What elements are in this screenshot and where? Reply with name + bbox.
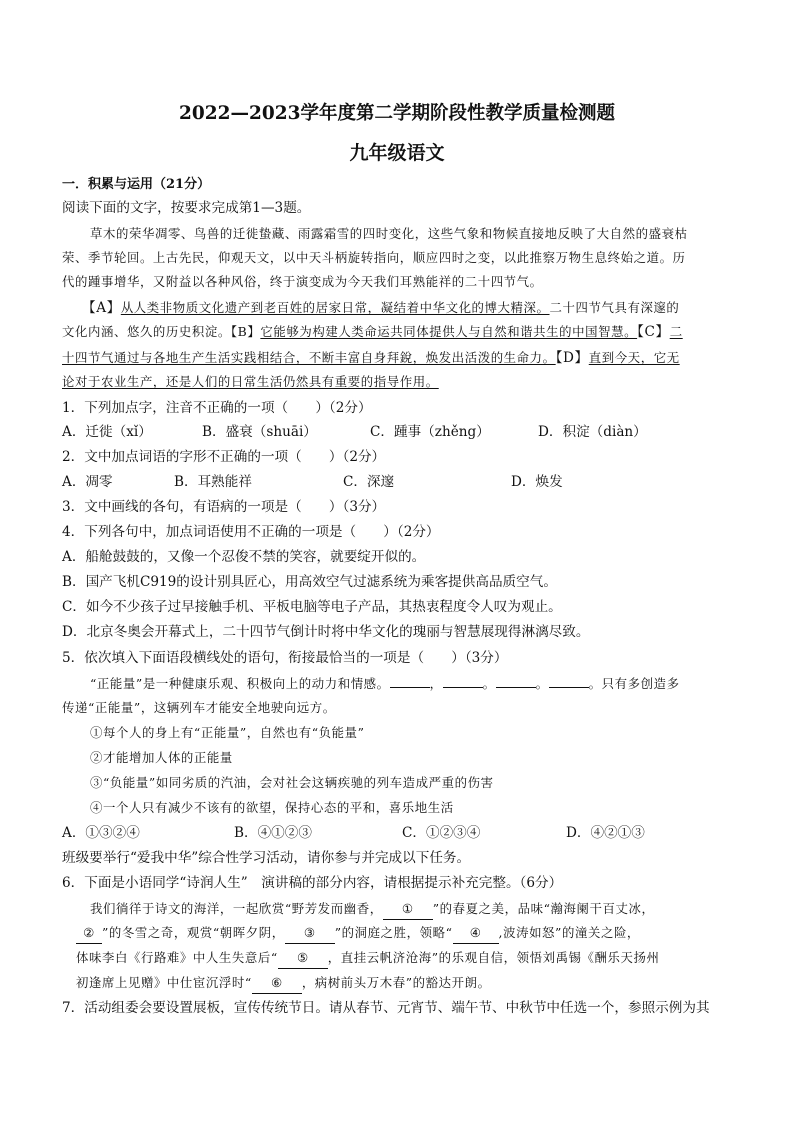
q5-sentence-2: ②才能增加人体的正能量 xyxy=(90,750,233,765)
blank-line xyxy=(549,687,589,688)
q5-option-a: A．①③②④ xyxy=(62,825,140,841)
question-2-stem: 2．文中加点词语的字形不正确的一项（ ）（2分） xyxy=(62,449,386,465)
q6-text: 我们徜徉于诗文的海洋，一起欣赏“野芳发而幽香， xyxy=(90,901,383,916)
sentence-a-label: 【A】 xyxy=(82,300,121,316)
q5-text: 。只有多创造多 xyxy=(588,676,680,691)
passage-line xyxy=(62,372,439,392)
q4-option-a: A．船舱鼓鼓的，又像一个忍俊不禁的笑容，就要绽开似的。 xyxy=(62,549,426,565)
reading-intro: 阅读下面的文字，按要求完成第1—3题。 xyxy=(62,200,311,216)
passage-line xyxy=(82,298,679,318)
q1-option-c: C．踵事（zhěng） xyxy=(370,424,490,440)
q6-text: ”的洞庭之胜，领略“ xyxy=(334,925,453,940)
sentence-d-label: 【D】 xyxy=(555,350,589,366)
q1-option-b: B．盛衰（shuāi） xyxy=(202,424,317,440)
exam-subtitle: 九年级语文 xyxy=(349,142,445,164)
activity-intro: 班级要举行“爱我中华”综合性学习活动，请你参与并完成以下任务。 xyxy=(62,850,471,866)
q6-text: ，直挂云帆济沧海”的乐观自信，领悟刘禹锡《酬乐天扬州 xyxy=(327,950,660,965)
q5-sentence-4: ④一个人只有减少不该有的欲望，保持心态的平和，喜乐地生活 xyxy=(90,800,454,815)
blank-5: ⑤ xyxy=(278,948,328,969)
q5-text: “正能量”是一种健康乐观、积极向上的动力和情感。 xyxy=(90,676,390,691)
question-4-stem: 4．下列各句中，加点词语使用不正确的一项是（ ）（2分） xyxy=(62,524,440,540)
passage-line: 代的踵事增华，又附益以各种风俗，终于演变成为今天我们耳熟能祥的二十四节气。 xyxy=(62,274,543,289)
q4-option-d: D．北京冬奥会开幕式上，二十四节气倒计时将中华文化的瑰丽与智慧展现得淋漓尽致。 xyxy=(62,624,590,640)
section-heading: 一．积累与运用（21分） xyxy=(62,177,211,192)
passage-line xyxy=(62,348,680,368)
question-7-stem: 7．活动组委会要设置展板，宣传传统节日。请从春节、元宵节、端午节、中秋节中任选一个，参照示例为其 xyxy=(62,1000,710,1016)
q4-option-c: C．如今不少孩子过早接触手机、平板电脑等电子产品，其热衷程度令人叹为观止。 xyxy=(62,599,562,615)
blank-2: ② xyxy=(76,923,102,944)
q5-option-c: C．①②③④ xyxy=(402,825,481,841)
blank-4: ④ xyxy=(453,923,499,944)
q2-option-c: C．深邃 xyxy=(343,474,395,490)
q6-text-line xyxy=(90,899,654,920)
q2-option-b: B．耳熟能祥 xyxy=(174,474,252,490)
exam-title: 2022—2023学年度第二学期阶段性教学质量检测题 xyxy=(179,103,615,124)
q4-option-b: B．国产飞机C919的设计别具匠心，用高效空气过滤系统为乘客提供高品质空气。 xyxy=(62,574,557,590)
q6-text-line xyxy=(76,923,640,944)
sentence-c-cont: 十四节气通过与各地生产生活实践相结合，不断丰富自身拜銳，焕发出活泼的生命力。 xyxy=(62,350,556,365)
question-1-stem: 1．下列加点字，注音不正确的一项（ ）（2分） xyxy=(62,400,372,416)
question-6-stem: 6．下面是小语同学“诗润人生” 演讲稿的部分内容，请根据提示补充完整。（6分） xyxy=(62,875,563,891)
blank-line xyxy=(443,687,483,688)
sentence-a: 从人类非物质文化遗产到老百姓的居家日常，凝结着中华文化的博大精深。 xyxy=(120,300,550,315)
q6-text: ”的春夏之美，品味“瀚海阑干百丈冰， xyxy=(432,901,655,916)
blank-3: ③ xyxy=(285,923,335,944)
q6-text-line xyxy=(76,948,660,969)
q1-option-d: D．积淀（diàn） xyxy=(538,424,647,440)
blank-line xyxy=(390,687,430,688)
sentence-b-label: 文化内涵、悠久的历史积淀。【B】 xyxy=(62,324,261,339)
sentence-d: 直到今天，它无 xyxy=(588,350,680,365)
blank-6: ⑥ xyxy=(252,973,302,994)
sentence-c: 二 xyxy=(669,324,683,339)
passage-line xyxy=(62,322,683,342)
sentence-b: 它能够为构建人类命运共同体提供人与自然和谐共生的中国智慧。 xyxy=(260,324,638,339)
q5-option-b: B．④①②③ xyxy=(234,825,312,841)
q6-text: ,波涛如怒”的潼关之险， xyxy=(498,925,640,940)
question-5-stem: 5．依次填入下面语段横线处的语句，衔接最恰当的一项是（ ）（3分） xyxy=(62,650,508,666)
q6-text: 体味李白《行路难》中人生失意后“ xyxy=(76,950,278,965)
q6-text: ”的冬雪之奇，观赏“朝晖夕阴， xyxy=(102,925,285,940)
passage-text: 二十四节气具有深邃的 xyxy=(549,300,680,315)
q6-text-line xyxy=(76,973,491,994)
passage-line: 荣、季节轮回。上古先民，仰观天文，以中天斗柄旋转指向，顺应四时之变，以此推察万物生息终始之道。历 xyxy=(62,250,686,265)
q5-passage-line: 传递“正能量”，这辆列车才能安全地驶向远方。 xyxy=(62,700,336,715)
q5-passage-line: “正能量”是一种健康乐观、积极向上的动力和情感。 ， 。 。 。只有多创造多 xyxy=(90,676,680,691)
q5-option-d: D．④②①③ xyxy=(566,825,645,841)
q5-sentence-3: ③“负能量”如同劣质的汽油，会对社会这辆疾驰的列车造成严重的伤害 xyxy=(90,775,494,790)
q6-text: ，病树前头万木春”的豁达开朗。 xyxy=(301,975,491,990)
q5-sentence-1: ①每个人的身上有“正能量”，自然也有“负能量” xyxy=(90,725,365,740)
sentence-d-cont: 论对于农业生产，还是人们的日常生活仍然具有重要的指导作用。 xyxy=(62,374,439,389)
sentence-c-label: 【C】 xyxy=(637,324,670,340)
q2-option-d: D．焕发 xyxy=(511,474,563,490)
q2-option-a: A．凋零 xyxy=(62,474,113,490)
q1-option-a: A．迁徙（xǐ） xyxy=(62,424,152,440)
blank-line xyxy=(496,687,536,688)
passage-line: 草木的荣华凋零、鸟兽的迁徙蛰藏、雨露霜雪的四时变化，这些气象和物候直接地反映了大自然的盛衰枯 xyxy=(90,226,688,241)
q6-text: 初逢席上见赠》中仕宦沉浮时“ xyxy=(76,975,252,990)
question-3-stem: 3．文中画线的各句，有语病的一项是（ ）（3分） xyxy=(62,499,386,515)
blank-1: ① xyxy=(383,899,433,920)
